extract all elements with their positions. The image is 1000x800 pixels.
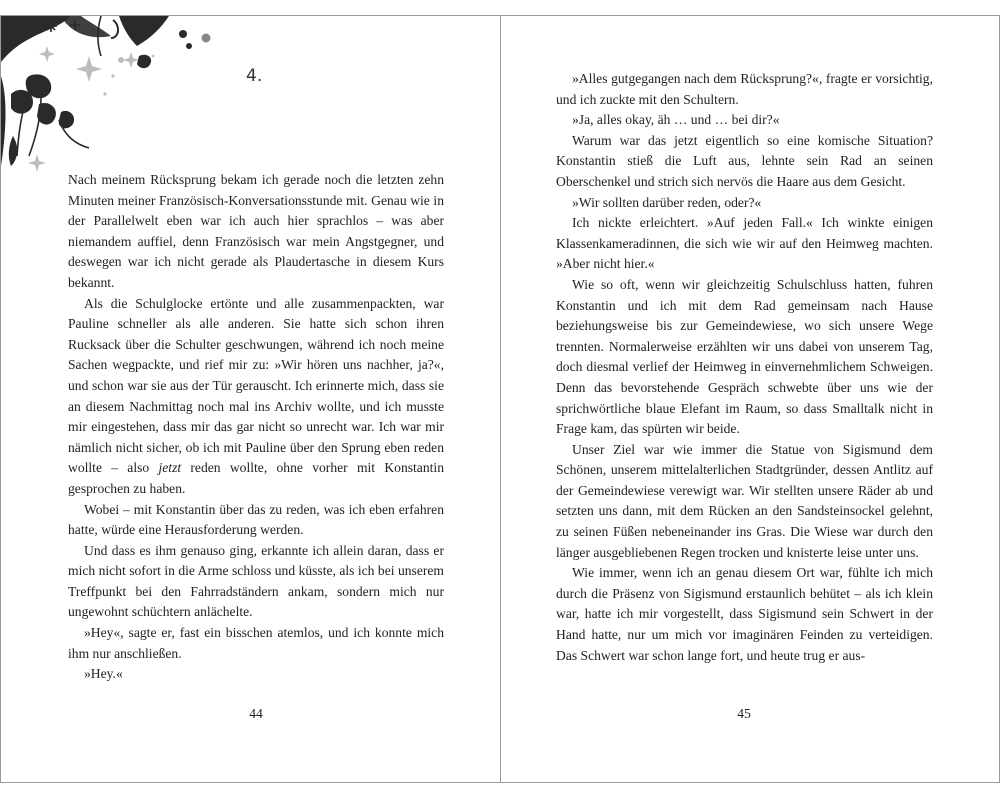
paragraph: »Hey.« (84, 666, 123, 682)
page-number: 45 (737, 706, 751, 721)
paragraph: Wobei – mit Konstantin über das zu reden, was ich eben erfahren hatte, würde eine Herausforderung werden. (68, 501, 444, 538)
paragraph: Warum war das jetzt eigentlich so eine komische Situation? Konstantin stieß die Luft aus, lehnte sein Rad an seinen Oberschenkel und strich sich nervös die Haare aus dem Gesicht. (556, 132, 933, 189)
chapter-number: 4. (246, 66, 263, 86)
left-page (0, 15, 501, 783)
page-number: 44 (249, 706, 263, 721)
paragraph-text: Als die Schulglocke ertönte und alle zusammenpackten, war Pauline schneller als alle anderen. Sie hatte sich schon ihren Rucksack über die Schulter geschwungen, während ich noch meine Sachen wegpackte, und rief mir zu: »Wir hören uns nachher, ja?«, und schon war sie aus der Tür gerauscht. Ich erinnerte mich, dass sie an diesem Nachmittag noch mal ins Archiv wollte, und ich musste mir eingestehen, dass mir das gar nicht so unrecht war. Ich war mir nämlich nicht sicher, ob ich mit Pauline über den Sprung eben reden wollte – also (68, 295, 444, 476)
paragraph: Und dass es ihm genauso ging, erkannte ich allein daran, dass er mich nicht sofort in die Arme schloss und küsste, als ich bei unserem Treffpunkt bei den Fahrradständern ankam, sondern mich nur ungewohnt schüchtern anlächelte. (68, 542, 444, 620)
paragraph: Ich nickte erleichtert. »Auf jeden Fall.« Ich winkte einigen Klassenkameradinnen, die sich wie wir auf den Heimweg machten. »Aber nicht hier.« (556, 215, 933, 272)
left-page-body (68, 170, 444, 685)
paragraph: »Wir sollten darüber reden, oder?« (572, 194, 762, 210)
paragraph: »Ja, alles okay, äh … und … bei dir?« (572, 112, 780, 128)
paragraph-text: reden wollte, ohne vorher mit Konstantin gesprochen zu haben. (68, 460, 444, 496)
paragraph: Wie immer, wenn ich an genau diesem Ort war, fühlte ich mich durch die Präsenz von Sigismund erstaunlich behütet – als ich klein war, hatte ich mir vorgestellt, dass Sigismund sein Schwert in der Hand hatte, nur um mich vor imaginären Feinden zu verteidigen. Das Schwert war schon lange fort, und heute trug er aus- (556, 565, 933, 663)
paragraph: Unser Ziel war wie immer die Statue von Sigismund dem Schönen, unserem mittelalterlichen Stadtgründer, dessen Antlitz auf der Gemeindewiese verewigt war. Wir stellten unsere Räder ab und setzten uns dann, mit dem Rücken an den Sandsteinsockel gelehnt, zu seinen Füßen nebeneinander ins Gras. Die Wiese war durch den länger ausgebliebenen Regen trocken und knisterte leise unter uns. (556, 441, 933, 560)
paragraph: »Alles gutgegangen nach dem Rücksprung?«, fragte er vorsichtig, und ich zuckte mit den Schultern. (556, 71, 933, 107)
right-page (500, 15, 1000, 783)
right-page-body (556, 69, 933, 666)
paragraph: »Hey«, sagte er, fast ein bisschen atemlos, und ich konnte mich ihm nur anschließen. (68, 625, 444, 661)
book-spread (0, 15, 1000, 785)
paragraph: Wie so oft, wenn wir gleichzeitig Schulschluss hatten, fuhren Konstantin und ich mit dem Rad gemeinsam nach Hause beziehungsweise bis zur Gemeindewiese, wo sich unsere Wege trennten. Normalerweise erzählten wir uns dabei von unserem Tag, doch diesmal verlief der Heimweg in einvernehmlichem Schweigen. Denn das bevorstehende Gespräch schwebte über uns wie der sprichwörtliche blaue Elefant im Raum, so dass Smalltalk nicht in Frage kam, das spürten wir beide. (556, 276, 933, 437)
paragraph (68, 294, 444, 500)
emphasis-word: jetzt (158, 460, 182, 476)
floral-ornament-icon (1, 16, 221, 176)
paragraph: Nach meinem Rücksprung bekam ich gerade noch die letzten zehn Minuten meiner Französisch-Konversationsstunde mit. Genau wie in der Parallelwelt eben war ich auch hier sprachlos – was aber niemandem auffiel, denn Französisch war mein Angstgegner, und deswegen war ich nicht gerade als Plaudertasche in diesem Kurs bekannt. (68, 172, 444, 290)
